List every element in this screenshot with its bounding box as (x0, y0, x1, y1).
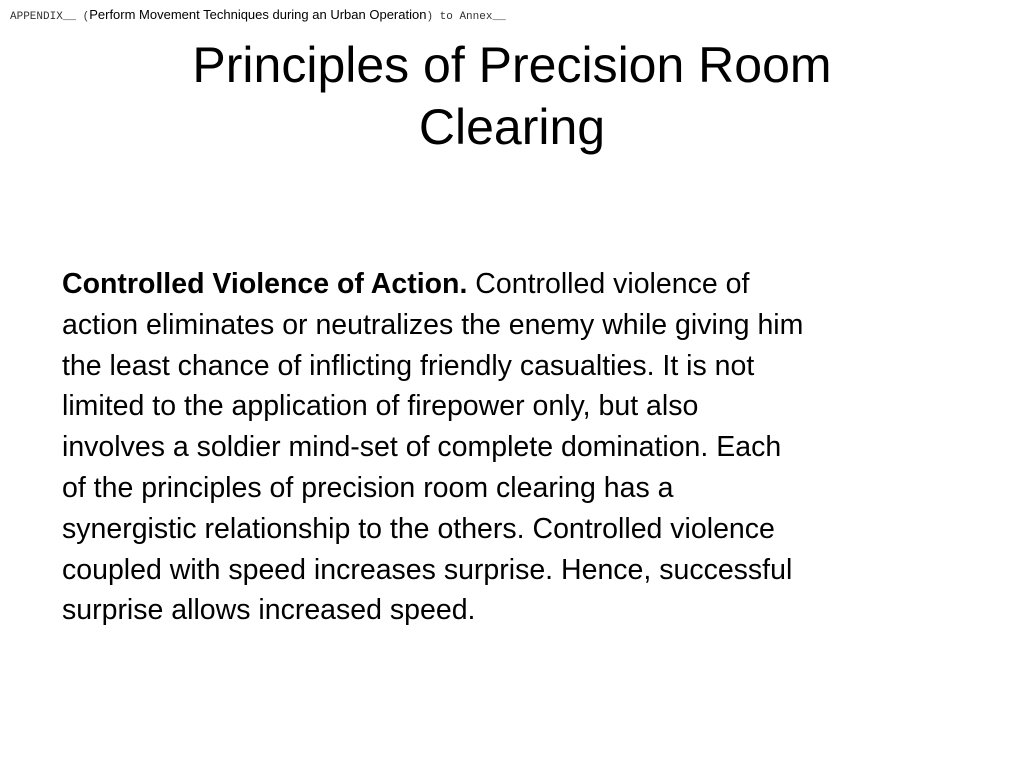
body-line-8: coupled with speed increases surprise. Hence, successful (62, 553, 793, 586)
body-line-2: action eliminates or neutralizes the enemy while giving him (62, 308, 804, 341)
slide-title (0, 34, 1024, 158)
body-line-3: the least chance of inflicting friendly casualties. It is not (62, 349, 755, 382)
body-line-4: limited to the application of firepower only, but also (62, 390, 699, 423)
task-title: Perform Movement Techniques during an Urban Operation (89, 7, 427, 22)
lead-in-heading: Controlled Violence of Action. (62, 268, 468, 300)
body-line-5: involves a soldier mind-set of complete domination. Each (62, 431, 782, 464)
document-header (10, 6, 506, 26)
slide-title-line-2: Clearing (418, 99, 606, 155)
appendix-label: APPENDIX__ ( (10, 11, 90, 23)
annex-label: ) to Annex__ (426, 11, 506, 23)
body-line-7: synergistic relationship to the others. Controlled violence (62, 512, 775, 545)
body-line-1-text: Controlled violence of (467, 268, 750, 300)
slide-title-line-1: Principles of Precision Room (192, 37, 832, 93)
body-line-9: surprise allows increased speed. (62, 594, 476, 627)
body-paragraph (62, 264, 962, 631)
body-line-6: of the principles of precision room clearing has a (62, 471, 674, 504)
body-line-1 (62, 264, 962, 305)
